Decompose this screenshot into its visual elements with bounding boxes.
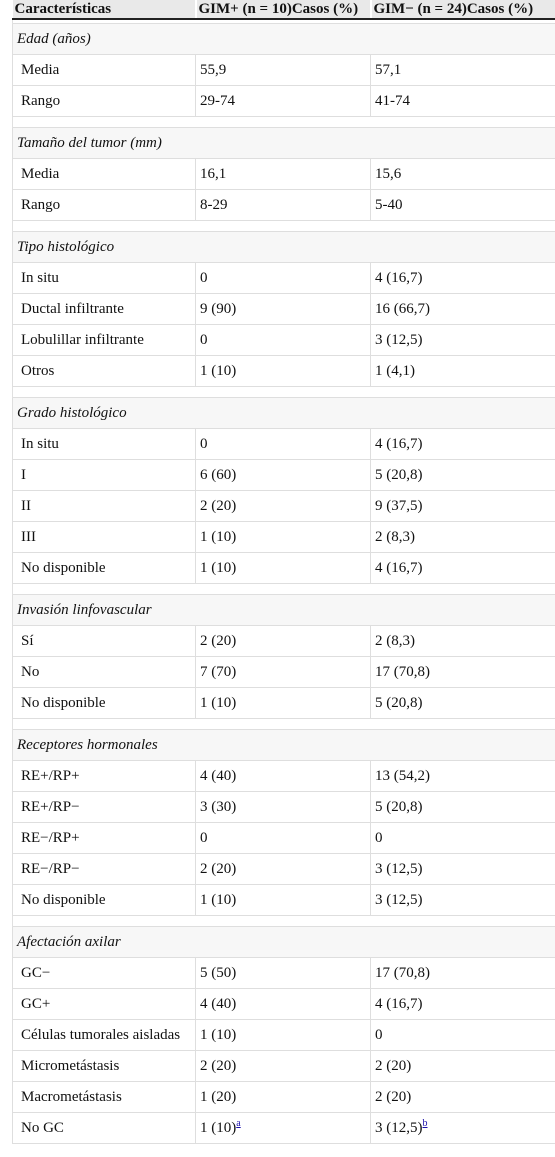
gim-positive-value: 0 [200, 332, 208, 348]
row-label: III [13, 522, 196, 553]
gim-positive-value: 2 (20) [200, 1058, 237, 1074]
gim-positive-cell [196, 294, 371, 325]
gim-positive-value: 1 (10) [200, 1027, 237, 1043]
gim-positive-value: 2 (20) [200, 861, 237, 877]
table-row [13, 1113, 555, 1144]
table-row [13, 1051, 555, 1082]
section-header-row [13, 730, 555, 761]
characteristics-table [12, 0, 555, 1144]
table-row [13, 1082, 555, 1113]
section-header-row [13, 398, 555, 429]
row-label: RE+/RP+ [13, 761, 196, 792]
gim-negative-cell [371, 1082, 555, 1113]
gim-positive-cell [196, 263, 371, 294]
table-row [13, 491, 555, 522]
section-header-row [13, 128, 555, 159]
characteristics-table-container [12, 0, 555, 1144]
table-row [13, 885, 555, 916]
section-spacer [13, 916, 555, 927]
gim-positive-value: 2 (20) [200, 498, 237, 514]
spacer-cell [13, 387, 555, 398]
gim-negative-value: 3 (12,5) [375, 332, 423, 348]
gim-negative-value: 13 (54,2) [375, 768, 430, 784]
gim-positive-value: 4 (40) [200, 996, 237, 1012]
table-row [13, 1020, 555, 1051]
gim-negative-value: 4 (16,7) [375, 270, 423, 286]
gim-negative-cell [371, 761, 555, 792]
gim-positive-value: 1 (10) [200, 529, 237, 545]
row-label: Sí [13, 626, 196, 657]
section-header-row [13, 927, 555, 958]
gim-negative-value: 16 (66,7) [375, 301, 430, 317]
row-label: Media [13, 55, 196, 86]
row-label: No GC [13, 1113, 196, 1144]
gim-positive-value: 2 (20) [200, 633, 237, 649]
table-row [13, 989, 555, 1020]
gim-negative-cell [371, 325, 555, 356]
section-spacer [13, 387, 555, 398]
row-label: No [13, 657, 196, 688]
gim-negative-value: 4 (16,7) [375, 560, 423, 576]
gim-positive-cell [196, 460, 371, 491]
gim-positive-value: 5 (50) [200, 965, 237, 981]
gim-positive-cell [196, 429, 371, 460]
gim-positive-cell [196, 491, 371, 522]
gim-negative-cell [371, 190, 555, 221]
section-header-row [13, 595, 555, 626]
gim-negative-cell [371, 792, 555, 823]
table-row [13, 553, 555, 584]
gim-negative-cell [371, 823, 555, 854]
gim-negative-value: 5 (20,8) [375, 799, 423, 815]
gim-negative-value: 0 [375, 830, 383, 846]
section-title: Edad (años) [13, 24, 555, 55]
gim-positive-value: 1 (10) [200, 1120, 237, 1136]
row-label: RE+/RP− [13, 792, 196, 823]
table-row [13, 159, 555, 190]
gim-negative-value: 15,6 [375, 166, 402, 182]
gim-positive-cell [196, 989, 371, 1020]
header-characteristics: Características [13, 0, 196, 19]
table-row [13, 854, 555, 885]
row-label: Macrometástasis [13, 1082, 196, 1113]
row-label: In situ [13, 263, 196, 294]
table-row [13, 823, 555, 854]
gim-negative-value: 17 (70,8) [375, 664, 430, 680]
header-row [13, 0, 555, 19]
gim-negative-value: 17 (70,8) [375, 965, 430, 981]
gim-positive-cell [196, 55, 371, 86]
gim-positive-cell [196, 657, 371, 688]
spacer-cell [13, 916, 555, 927]
gim-negative-cell [371, 429, 555, 460]
gim-positive-value: 0 [200, 436, 208, 452]
footnote-link-a[interactable]: a [236, 1118, 241, 1129]
section-title: Tamaño del tumor (mm) [13, 128, 555, 159]
row-label: II [13, 491, 196, 522]
gim-negative-cell [371, 294, 555, 325]
row-label: RE−/RP− [13, 854, 196, 885]
gim-negative-value: 1 (4,1) [375, 363, 415, 379]
section-spacer [13, 221, 555, 232]
gim-negative-cell [371, 1113, 555, 1144]
spacer-cell [13, 221, 555, 232]
section-title: Grado histológico [13, 398, 555, 429]
row-label: No disponible [13, 688, 196, 719]
gim-positive-cell [196, 626, 371, 657]
section-header-row [13, 24, 555, 55]
row-label: No disponible [13, 553, 196, 584]
section-title: Invasión linfovascular [13, 595, 555, 626]
table-row [13, 429, 555, 460]
gim-negative-cell [371, 86, 555, 117]
gim-positive-cell [196, 823, 371, 854]
gim-negative-value: 5-40 [375, 197, 403, 213]
gim-positive-cell [196, 356, 371, 387]
gim-positive-cell [196, 854, 371, 885]
gim-negative-cell [371, 626, 555, 657]
gim-positive-cell [196, 688, 371, 719]
footnote-marker [423, 1115, 428, 1129]
section-title: Tipo histológico [13, 232, 555, 263]
gim-negative-cell [371, 55, 555, 86]
gim-negative-value: 2 (8,3) [375, 633, 415, 649]
gim-negative-cell [371, 522, 555, 553]
gim-positive-value: 0 [200, 830, 208, 846]
row-label: Células tumorales aisladas [13, 1020, 196, 1051]
section-spacer [13, 584, 555, 595]
gim-negative-value: 4 (16,7) [375, 996, 423, 1012]
spacer-cell [13, 584, 555, 595]
gim-positive-value: 1 (10) [200, 892, 237, 908]
gim-negative-cell [371, 885, 555, 916]
gim-positive-value: 6 (60) [200, 467, 237, 483]
gim-negative-cell [371, 263, 555, 294]
gim-negative-value: 57,1 [375, 62, 402, 78]
gim-positive-cell [196, 958, 371, 989]
gim-positive-value: 1 (10) [200, 560, 237, 576]
table-row [13, 761, 555, 792]
gim-positive-cell [196, 86, 371, 117]
gim-positive-value: 3 (30) [200, 799, 237, 815]
header-gim-positive: GIM+ (n = 10)Casos (%) [196, 0, 371, 19]
gim-positive-value: 4 (40) [200, 768, 237, 784]
gim-positive-value: 16,1 [200, 166, 227, 182]
gim-positive-cell [196, 1113, 371, 1144]
row-label: GC+ [13, 989, 196, 1020]
gim-positive-value: 9 (90) [200, 301, 237, 317]
section-spacer [13, 719, 555, 730]
table-row [13, 460, 555, 491]
gim-positive-value: 0 [200, 270, 208, 286]
row-label: RE−/RP+ [13, 823, 196, 854]
table-row [13, 263, 555, 294]
gim-negative-cell [371, 688, 555, 719]
gim-negative-value: 2 (20) [375, 1058, 412, 1074]
table-row [13, 958, 555, 989]
gim-positive-cell [196, 792, 371, 823]
gim-positive-value: 1 (10) [200, 695, 237, 711]
gim-negative-cell [371, 491, 555, 522]
gim-positive-cell [196, 885, 371, 916]
table-row [13, 356, 555, 387]
gim-positive-cell [196, 1051, 371, 1082]
header-gim-negative: GIM− (n = 24)Casos (%) [371, 0, 555, 19]
gim-positive-value: 7 (70) [200, 664, 237, 680]
gim-positive-value: 8-29 [200, 197, 228, 213]
gim-positive-value: 55,9 [200, 62, 227, 78]
gim-negative-value: 3 (12,5) [375, 1120, 423, 1136]
table-row [13, 626, 555, 657]
gim-negative-cell [371, 854, 555, 885]
gim-negative-value: 0 [375, 1027, 383, 1043]
row-label: Rango [13, 86, 196, 117]
footnote-marker [236, 1115, 240, 1129]
row-label: No disponible [13, 885, 196, 916]
row-label: Rango [13, 190, 196, 221]
row-label: Otros [13, 356, 196, 387]
row-label: In situ [13, 429, 196, 460]
gim-negative-value: 3 (12,5) [375, 892, 423, 908]
gim-negative-value: 4 (16,7) [375, 436, 423, 452]
row-label: Micrometástasis [13, 1051, 196, 1082]
section-title: Receptores hormonales [13, 730, 555, 761]
table-row [13, 522, 555, 553]
section-header-row [13, 232, 555, 263]
gim-positive-value: 1 (20) [200, 1089, 237, 1105]
gim-negative-value: 2 (20) [375, 1089, 412, 1105]
gim-negative-value: 9 (37,5) [375, 498, 423, 514]
section-title: Afectación axilar [13, 927, 555, 958]
table-row [13, 86, 555, 117]
gim-positive-cell [196, 190, 371, 221]
gim-negative-cell [371, 989, 555, 1020]
gim-positive-value: 29-74 [200, 93, 235, 109]
table-row [13, 294, 555, 325]
gim-negative-cell [371, 1020, 555, 1051]
gim-negative-cell [371, 460, 555, 491]
gim-positive-cell [196, 159, 371, 190]
table-row [13, 190, 555, 221]
gim-negative-value: 2 (8,3) [375, 529, 415, 545]
gim-negative-cell [371, 958, 555, 989]
spacer-cell [13, 719, 555, 730]
gim-positive-value: 1 (10) [200, 363, 237, 379]
row-label: Lobulillar infiltrante [13, 325, 196, 356]
gim-positive-cell [196, 1020, 371, 1051]
row-label: I [13, 460, 196, 491]
gim-negative-value: 5 (20,8) [375, 467, 423, 483]
table-row [13, 657, 555, 688]
gim-positive-cell [196, 761, 371, 792]
gim-negative-cell [371, 1051, 555, 1082]
gim-positive-cell [196, 325, 371, 356]
gim-negative-cell [371, 657, 555, 688]
gim-negative-value: 41-74 [375, 93, 410, 109]
table-row [13, 325, 555, 356]
footnote-link-b[interactable]: b [422, 1118, 428, 1129]
table-row [13, 55, 555, 86]
spacer-cell [13, 117, 555, 128]
section-spacer [13, 117, 555, 128]
gim-negative-cell [371, 356, 555, 387]
gim-positive-cell [196, 522, 371, 553]
gim-positive-cell [196, 1082, 371, 1113]
gim-negative-cell [371, 159, 555, 190]
gim-negative-value: 5 (20,8) [375, 695, 423, 711]
table-body [13, 19, 555, 1144]
row-label: Media [13, 159, 196, 190]
table-row [13, 688, 555, 719]
gim-negative-cell [371, 553, 555, 584]
gim-negative-value: 3 (12,5) [375, 861, 423, 877]
row-label: Ductal infiltrante [13, 294, 196, 325]
table-row [13, 792, 555, 823]
gim-positive-cell [196, 553, 371, 584]
row-label: GC− [13, 958, 196, 989]
